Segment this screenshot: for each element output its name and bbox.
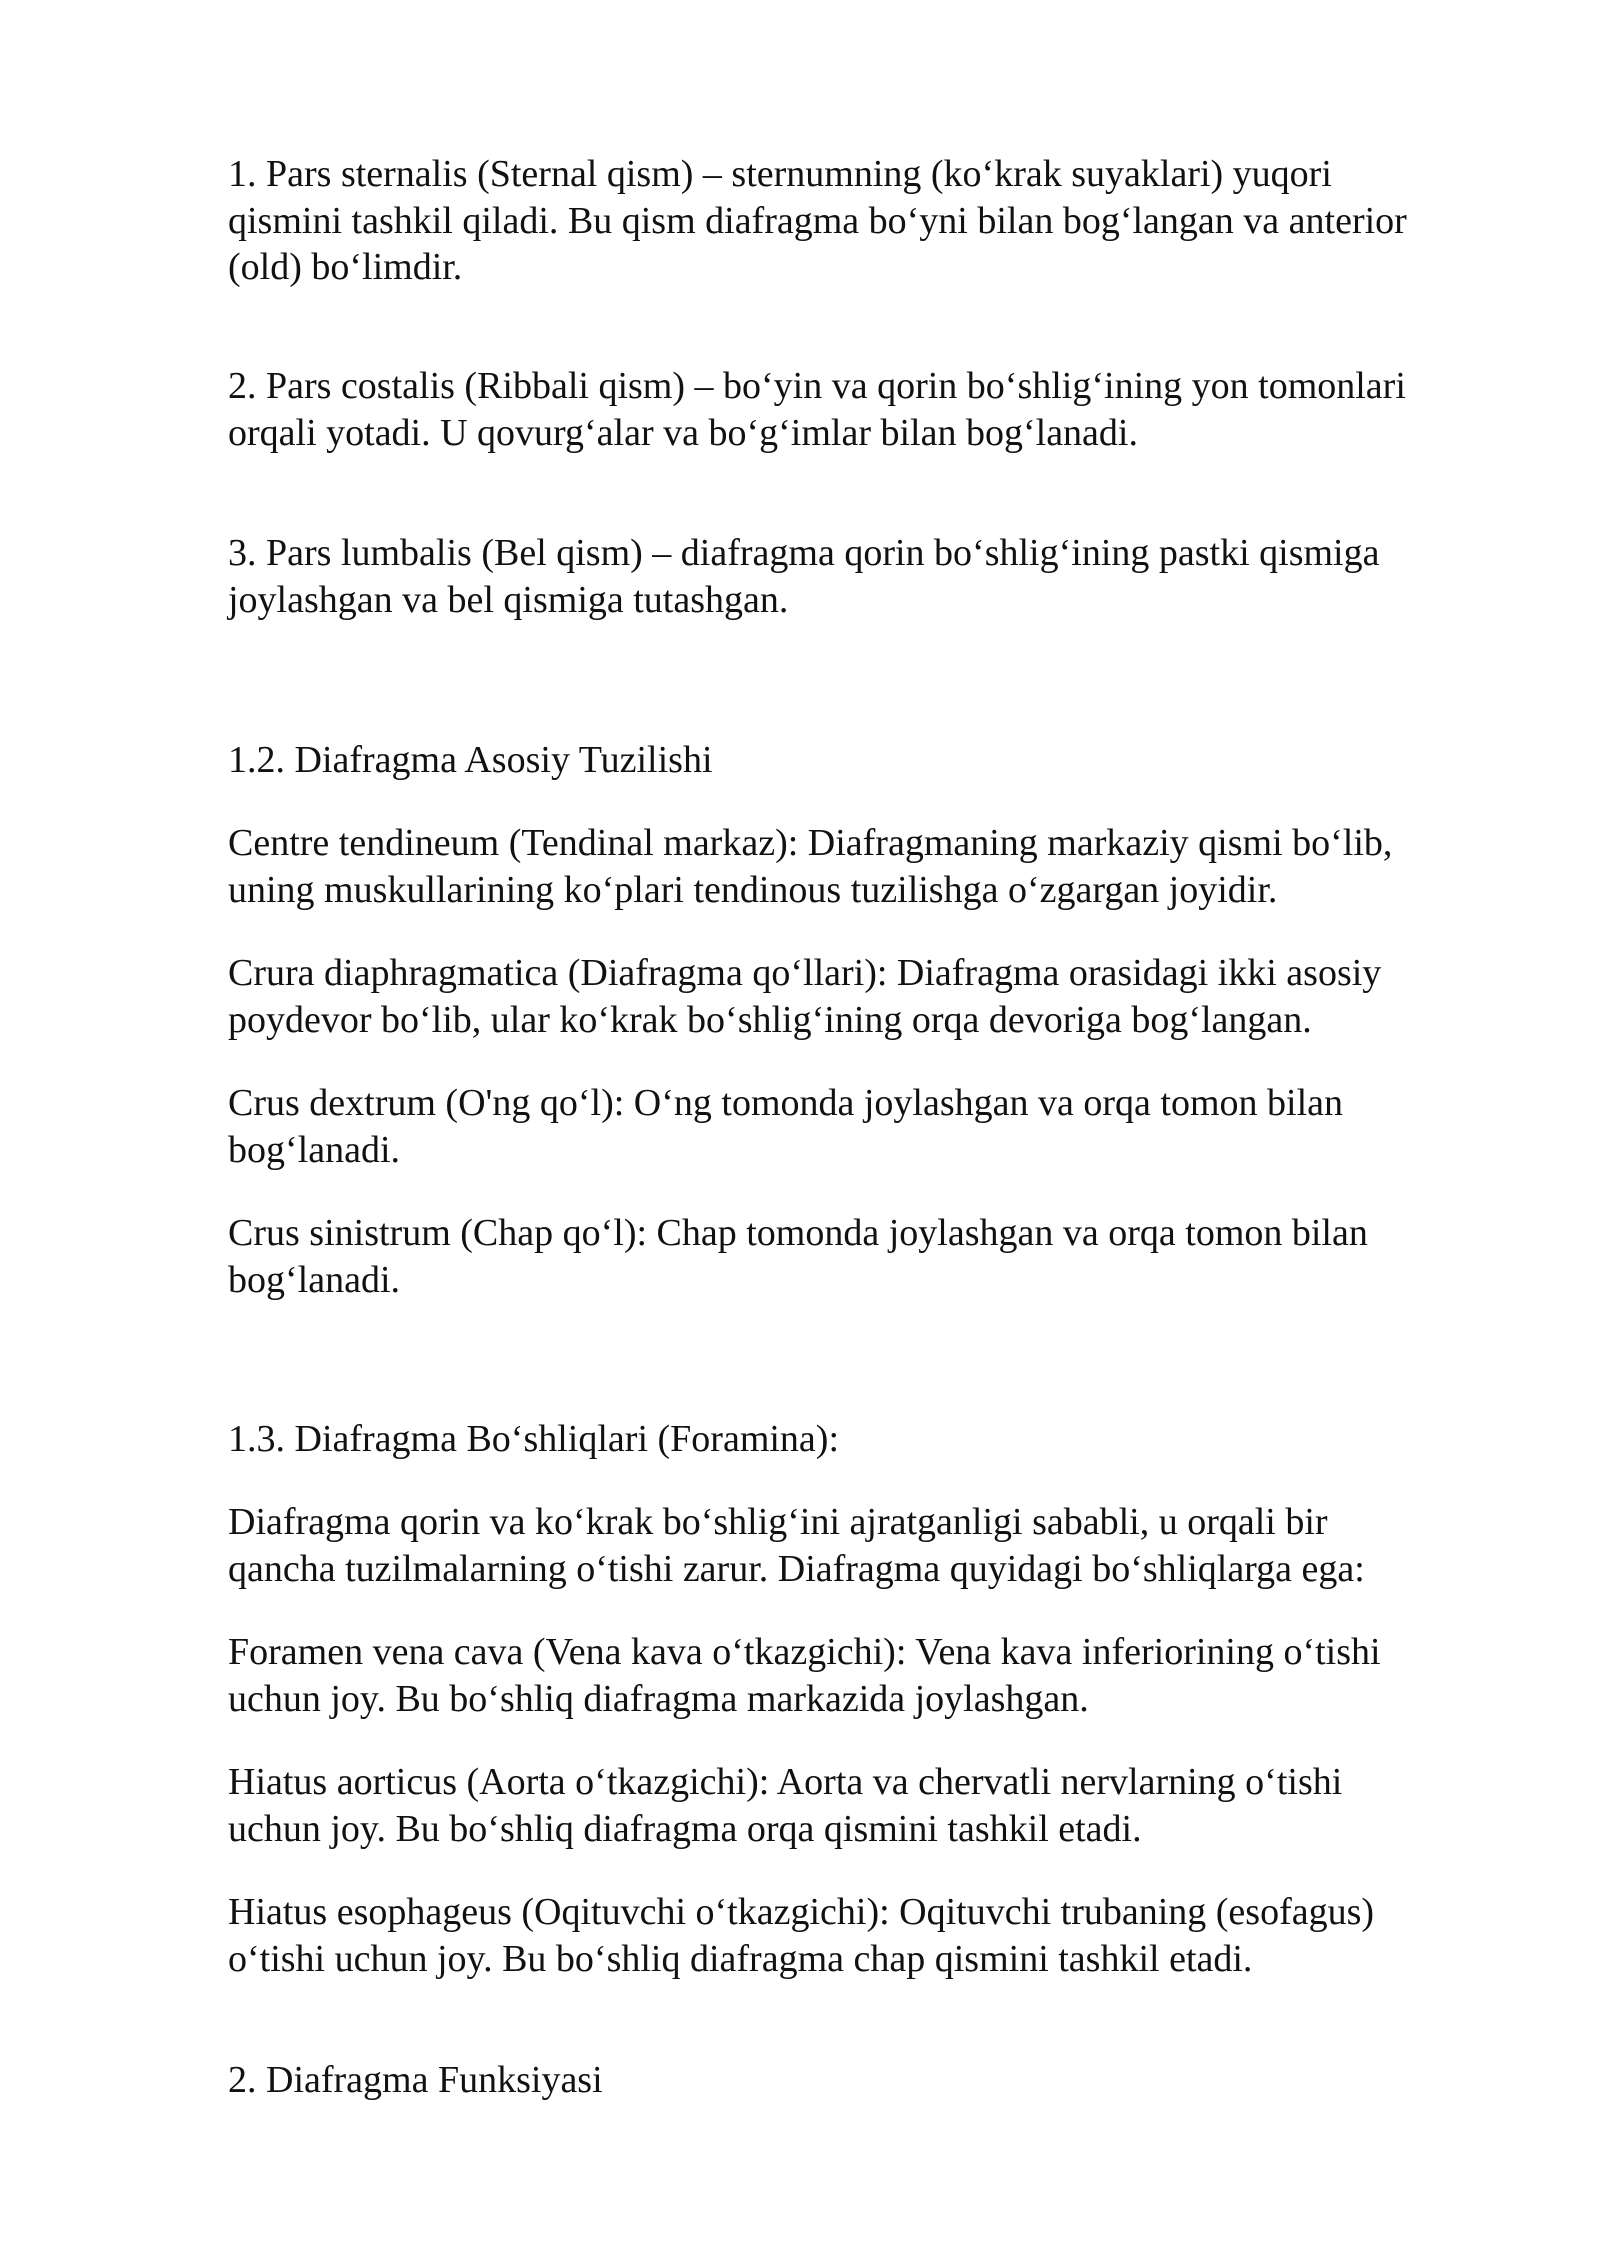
paragraph-pars-lumbalis	[228, 530, 1488, 623]
text-line: Diafragma qorin va ko‘krak bo‘shlig‘ini ajratganligi sababli, u orqali bir	[228, 1501, 1328, 1543]
text-line: o‘tishi uchun joy. Bu bo‘shliq diafragma chap qismini tashkil etadi.	[228, 1937, 1253, 1980]
text-line: orqali yotadi. U qovurg‘alar va bo‘g‘imlar bilan bog‘lanadi.	[228, 411, 1138, 454]
text-line: (old) bo‘limdir.	[228, 246, 463, 288]
text-line: Hiatus aorticus (Aorta o‘tkazgichi): Aorta va chervatli nervlarning o‘tishi	[228, 1761, 1343, 1803]
text-line: qancha tuzilmalarning o‘tishi zarur. Diafragma quyidagi bo‘shliqlarga ega:	[228, 1547, 1365, 1590]
paragraph-foramen-vena-cava	[228, 1629, 1488, 1722]
text-line: Crura diaphragmatica (Diafragma qo‘llari): Diafragma orasidagi ikki asosiy	[228, 952, 1382, 994]
text-line: qismini tashkil qiladi. Bu qism diafragma bo‘yni bilan bog‘langan va anterior	[228, 199, 1407, 242]
text-line: uning muskullarining ko‘plari tendinous tuzilishga o‘zgargan joyidir.	[228, 868, 1278, 911]
text-line: 1. Pars sternalis (Sternal qism) – sternumning (ko‘krak suyaklari) yuqori	[228, 153, 1332, 195]
paragraph-centre-tendineum	[228, 820, 1488, 913]
paragraph-pars-sternalis	[228, 151, 1488, 291]
text-line: Crus sinistrum (Chap qo‘l): Chap tomonda joylashgan va orqa tomon bilan	[228, 1212, 1368, 1254]
text-line: Centre tendineum (Tendinal markaz): Diafragmaning markaziy qismi bo‘lib,	[228, 822, 1393, 864]
heading-text: 1.2. Diafragma Asosiy Tuzilishi	[228, 739, 713, 781]
text-line: bog‘lanadi.	[228, 1128, 401, 1171]
section-heading-2	[228, 2057, 1488, 2104]
heading-text: 2. Diafragma Funksiyasi	[228, 2059, 603, 2101]
text-line: Crus dextrum (O'ng qo‘l): O‘ng tomonda joylashgan va orqa tomon bilan	[228, 1082, 1343, 1124]
section-heading-1-3	[228, 1416, 1488, 1463]
paragraph-crura-diaphragmatica	[228, 950, 1488, 1043]
paragraph-crus-dextrum	[228, 1080, 1488, 1173]
paragraph-foramina-intro	[228, 1499, 1488, 1592]
text-line: 3. Pars lumbalis (Bel qism) – diafragma qorin bo‘shlig‘ining pastki qismiga	[228, 532, 1380, 574]
text-line: uchun joy. Bu bo‘shliq diafragma markazida joylashgan.	[228, 1677, 1089, 1720]
text-line: uchun joy. Bu bo‘shliq diafragma orqa qismini tashkil etadi.	[228, 1807, 1142, 1850]
text-line: poydevor bo‘lib, ular ko‘krak bo‘shlig‘ining orqa devoriga bog‘langan.	[228, 998, 1312, 1041]
text-line: Foramen vena cava (Vena kava o‘tkazgichi): Vena kava inferiorining o‘tishi	[228, 1631, 1381, 1673]
section-heading-1-2	[228, 737, 1488, 784]
heading-text: 1.3. Diafragma Bo‘shliqlari (Foramina):	[228, 1418, 840, 1460]
text-line: joylashgan va bel qismiga tutashgan.	[228, 578, 789, 621]
text-line: 2. Pars costalis (Ribbali qism) – bo‘yin va qorin bo‘shlig‘ining yon tomonlari	[228, 365, 1406, 407]
paragraph-hiatus-aorticus	[228, 1759, 1488, 1852]
paragraph-pars-costalis	[228, 363, 1488, 456]
text-line: Hiatus esophageus (Oqituvchi o‘tkazgichi): Oqituvchi trubaning (esofagus)	[228, 1891, 1375, 1933]
paragraph-hiatus-esophageus	[228, 1889, 1488, 1982]
text-line: bog‘lanadi.	[228, 1258, 401, 1301]
paragraph-crus-sinistrum	[228, 1210, 1488, 1303]
